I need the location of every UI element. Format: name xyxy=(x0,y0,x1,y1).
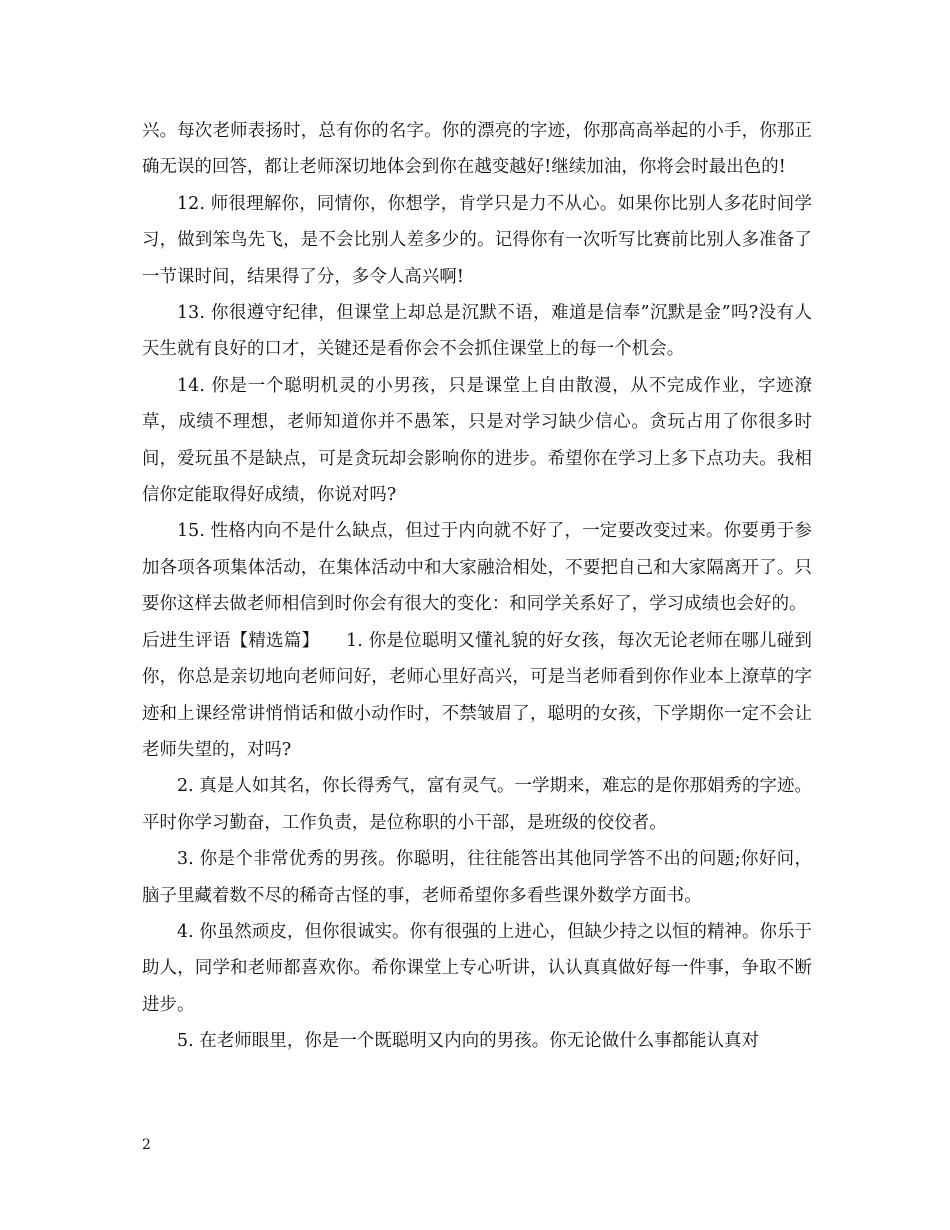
paragraph-comment-4: 4. 你虽然顽皮，但你很诚实。你有很强的上进心，但缺少持之以恒的精神。你乐于助人，同学和老师都喜欢你。希你课堂上专心听讲，认认真真做好每一件事，争取不断进步。 xyxy=(142,921,812,1015)
paragraph-comment-14: 14. 你是一个聪明机灵的小男孩，只是课堂上自由散漫，从不完成作业，字迹潦草，成绩不理想，老师知道你并不愚笨，只是对学习缺少信心。贪玩占用了你很多时间，爱玩虽不是缺点，可是贪玩却会影响你的进步。希望你在学习上多下点功夫。我相信你定能取得好成绩，你说对吗? xyxy=(142,375,812,506)
paragraph-comment-2: 2. 真是人如其名，你长得秀气，富有灵气。一学期来，难忘的是你那娟秀的字迹。平时你学习勤奋，工作负责，是位称职的小干部，是班级的佼佼者。 xyxy=(142,776,812,833)
paragraph-comment-12: 12. 师很理解你，同情你，你想学，肯学只是力不从心。如果你比别人多花时间学习，做到笨鸟先飞，是不会比别人差多少的。记得你有一次听写比赛前比别人多准备了一节课时间，结果得了分，多令人高兴啊! xyxy=(142,193,812,287)
paragraph-continuation: 兴。每次老师表扬时，总有你的名字。你的漂亮的字迹，你那高高举起的小手，你那正确无误的回答，都让老师深切地体会到你在越变越好!继续加油，你将会时最出色的! xyxy=(142,121,812,178)
paragraph-section-heading: 后进生评语【精选篇】 1. 你是位聪明又懂礼貌的好女孩，每次无论老师在哪儿碰到你，你总是亲切地向老师问好，老师心里好高兴，可是当老师看到你作业本上潦草的字迹和上课经常讲悄悄话和做小动作时，不禁皱眉了，聪明的女孩，下学期你一定不会让老师失望的，对吗? xyxy=(142,630,812,760)
page-number: 2 xyxy=(142,1137,151,1153)
paragraph-comment-3: 3. 你是个非常优秀的男孩。你聪明，往往能答出其他同学答不出的问题;你好问，脑子里藏着数不尽的稀奇古怪的事，老师希望你多看些课外数学方面书。 xyxy=(142,849,812,906)
body-text xyxy=(142,113,812,1060)
paragraph-comment-15: 15. 性格内向不是什么缺点，但过于内向就不好了，一定要改变过来。你要勇于参加各项各项集体活动，在集体活动中和大家融洽相处，不要把自己和大家隔离开了。只要你这样去做老师相信到时你会有很大的变化：和同学关系好了，学习成绩也会好的。 xyxy=(142,521,812,615)
paragraph-comment-13: 13. 你很遵守纪律，但课堂上却总是沉默不语，难道是信奉”沉默是金”吗?没有人天生就有良好的口才，关键还是看你会不会抓住课堂上的每一个机会。 xyxy=(142,303,812,360)
paragraph-comment-5: 5. 在老师眼里，你是一个既聪明又内向的男孩。你无论做什么事都能认真对 xyxy=(177,1031,760,1052)
